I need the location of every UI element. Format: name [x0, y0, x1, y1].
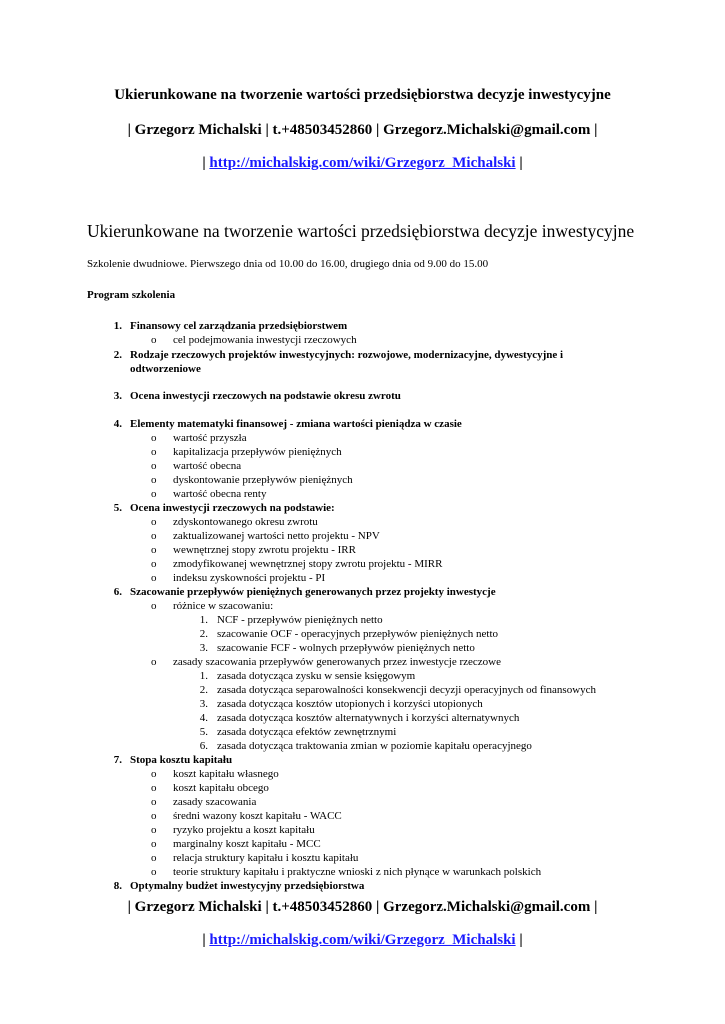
header-url-line: [0, 155, 725, 172]
outline-subitem: ryzyko projektu a koszt kapitału: [173, 824, 315, 836]
outline-subitem: indeksu zyskowności projektu - PI: [173, 572, 326, 584]
outline-item-title: Stopa kosztu kapitału: [130, 754, 233, 766]
outline-subsubitem-number: 2.: [199, 628, 208, 640]
footer-url-suffix: |: [515, 932, 523, 948]
outline-subsubitem: zasada dotycząca traktowania zmian w poziomie kapitału operacyjnego: [217, 740, 532, 752]
outline-subsubitem-number: 3.: [199, 642, 208, 654]
bullet-marker: o: [151, 572, 157, 584]
bullet-marker: o: [151, 824, 157, 836]
outline-subsubitem-number: 1.: [199, 670, 208, 682]
outline-subitem: koszt kapitału własnego: [173, 768, 279, 780]
outline-subitem: cel podejmowania inwestycji rzeczowych: [173, 334, 357, 346]
bullet-marker: o: [151, 558, 157, 570]
outline-item-number: 5.: [113, 502, 122, 514]
outline-subitem: zmodyfikowanej wewnętrznej stopy zwrotu projektu - MIRR: [173, 558, 443, 570]
outline-subsubitem: zasada dotycząca kosztów utopionych i korzyści utopionych: [217, 698, 483, 710]
outline-subitem: marginalny koszt kapitału - MCC: [173, 838, 321, 850]
outline-item-number: 4.: [113, 418, 122, 430]
outline-subsubitem: szacowanie FCF - wolnych przepływów pieniężnych netto: [217, 642, 475, 654]
bullet-marker: o: [151, 656, 157, 668]
header-url-suffix: |: [515, 155, 523, 171]
header-url-link[interactable]: http://michalskig.com/wiki/Grzegorz_Michalski: [209, 155, 516, 171]
program-heading: Program szkolenia: [87, 289, 176, 301]
outline-subitem: koszt kapitału obcego: [173, 782, 269, 794]
outline-item-number: 1.: [113, 320, 122, 332]
outline-subsubitem-number: 4.: [199, 712, 208, 724]
bullet-marker: o: [151, 488, 157, 500]
outline-subitem: relacja struktury kapitału i kosztu kapitału: [173, 852, 359, 864]
bullet-marker: o: [151, 796, 157, 808]
bullet-marker: o: [151, 768, 157, 780]
outline-item-title: Optymalny budżet inwestycyjny przedsiębiorstwa: [130, 880, 365, 892]
outline-subsubitem: zasada dotycząca efektów zewnętrznymi: [217, 726, 397, 738]
bullet-marker: o: [151, 460, 157, 472]
outline-item-title: Finansowy cel zarządzania przedsiębiorstwem: [130, 320, 348, 332]
outline-item-title: Elementy matematyki finansowej - zmiana wartości pieniądza w czasie: [130, 418, 462, 430]
footer-contact: | Grzegorz Michalski | t.+48503452860 | Grzegorz.Michalski@gmail.com |: [127, 899, 598, 915]
outline-subitem: wewnętrznej stopy zwrotu projektu - IRR: [173, 544, 356, 556]
outline-subitem: wartość obecna renty: [173, 488, 267, 500]
bullet-marker: o: [151, 838, 157, 850]
bullet-marker: o: [151, 544, 157, 556]
outline-subsubitem: szacowanie OCF - operacyjnych przepływów pieniężnych netto: [217, 628, 499, 640]
header-url-prefix: |: [202, 155, 210, 171]
bullet-marker: o: [151, 530, 157, 542]
outline-item-title: Szacowanie przepływów pieniężnych generowanych przez projekty inwestycje: [130, 586, 496, 598]
bullet-marker: o: [151, 334, 157, 346]
document-title: Ukierunkowane na tworzenie wartości przedsiębiorstwa decyzje inwestycyjne: [87, 221, 635, 241]
bullet-marker: o: [151, 474, 157, 486]
outline-item-number: 3.: [113, 390, 122, 402]
bullet-marker: o: [151, 600, 157, 612]
footer-url-line: [0, 932, 725, 949]
outline-item-number: 7.: [113, 754, 122, 766]
outline-subsubitem-number: 5.: [199, 726, 208, 738]
bullet-marker: o: [151, 446, 157, 458]
outline-subitem: wartość obecna: [173, 460, 242, 472]
outline-subitem: średni wazony koszt kapitału - WACC: [173, 810, 342, 822]
bullet-marker: o: [151, 516, 157, 528]
outline-item-number: 8.: [113, 880, 122, 892]
outline-subsubitem-number: 3.: [199, 698, 208, 710]
outline-item-title-cont: odtworzeniowe: [130, 363, 201, 375]
bullet-marker: o: [151, 810, 157, 822]
outline-subitem: różnice w szacowaniu:: [173, 600, 274, 612]
outline-item-title: Ocena inwestycji rzeczowych na podstawie okresu zwrotu: [130, 390, 401, 402]
footer-url-link[interactable]: http://michalskig.com/wiki/Grzegorz_Michalski: [209, 932, 516, 948]
outline-subsubitem-number: 6.: [199, 740, 208, 752]
outline-subitem: wartość przyszła: [173, 432, 247, 444]
outline-subitem: teorie struktury kapitału i praktyczne wnioski z nich płynące w warunkach polskich: [173, 866, 542, 878]
outline-subitem: kapitalizacja przepływów pieniężnych: [173, 446, 342, 458]
outline-item-title: Rodzaje rzeczowych projektów inwestycyjnych: rozwojowe, modernizacyjne, dywestycyjne i: [130, 349, 564, 361]
outline-subitem: zaktualizowanej wartości netto projektu - NPV: [173, 530, 380, 542]
header-title: Ukierunkowane na tworzenie wartości przedsiębiorstwa decyzje inwestycyjne: [114, 87, 611, 103]
outline-subsubitem: zasada dotycząca separowalności konsekwencji decyzji operacyjnych od finansowych: [217, 684, 597, 696]
outline-subsubitem: NCF - przepływów pieniężnych netto: [217, 614, 383, 626]
outline-subitem: dyskontowanie przepływów pieniężnych: [173, 474, 353, 486]
outline-subsubitem: zasada dotycząca kosztów alternatywnych i korzyści alternatywnych: [217, 712, 520, 724]
outline-subitem: zdyskontowanego okresu zwrotu: [173, 516, 318, 528]
intro-text: Szkolenie dwudniowe. Pierwszego dnia od 10.00 do 16.00, drugiego dnia od 9.00 do 15.00: [87, 258, 489, 270]
outline-subitem: zasady szacowania: [173, 796, 257, 808]
outline-item-number: 6.: [113, 586, 122, 598]
bullet-marker: o: [151, 852, 157, 864]
outline-subsubitem: zasada dotycząca zysku w sensie księgowym: [217, 670, 416, 682]
outline-subitem: zasady szacowania przepływów generowanych przez inwestycje rzeczowe: [173, 656, 501, 668]
outline-subsubitem-number: 2.: [199, 684, 208, 696]
bullet-marker: o: [151, 432, 157, 444]
bullet-marker: o: [151, 782, 157, 794]
bullet-marker: o: [151, 866, 157, 878]
header-contact: | Grzegorz Michalski | t.+48503452860 | Grzegorz.Michalski@gmail.com |: [127, 122, 598, 138]
footer-url-prefix: |: [202, 932, 210, 948]
outline-item-number: 2.: [113, 349, 122, 361]
outline-item-title: Ocena inwestycji rzeczowych na podstawie:: [130, 502, 335, 514]
outline-subsubitem-number: 1.: [199, 614, 208, 626]
